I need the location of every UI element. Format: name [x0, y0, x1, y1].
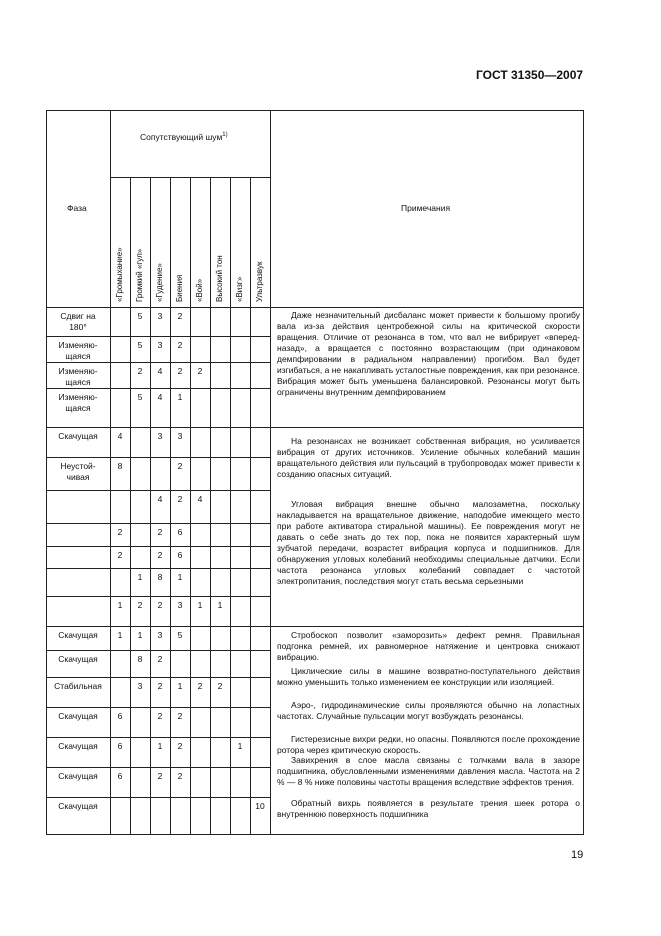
row-rule	[46, 568, 270, 569]
noise-type-header: Высокий тон	[215, 255, 224, 302]
noise-value: 2	[177, 771, 183, 781]
noise-value: 3	[137, 681, 143, 691]
noise-value: 1	[157, 741, 163, 751]
row-rule	[46, 427, 270, 428]
noise-value: 1	[217, 600, 223, 610]
noise-type-header: «Громыхание»	[115, 247, 124, 302]
noise-value: 2	[177, 494, 183, 504]
noise-value: 10	[255, 801, 265, 811]
row-rule	[46, 596, 270, 597]
noise-value: 2	[177, 340, 183, 350]
noise-value: 2	[177, 366, 183, 376]
row-rule	[46, 457, 270, 458]
noise-value: 6	[177, 527, 183, 537]
row-rule	[46, 523, 270, 524]
noise-value: 1	[117, 630, 123, 640]
noise-value: 8	[157, 572, 163, 582]
noise-value: 1	[117, 600, 123, 610]
noise-value: 5	[137, 311, 143, 321]
row-rule	[46, 336, 270, 337]
noise-value: 2	[157, 681, 163, 691]
noise-value: 8	[137, 654, 143, 664]
noise-value: 2	[157, 527, 163, 537]
noise-value: 2	[177, 461, 183, 471]
row-rule	[46, 490, 270, 491]
notes-group-rule	[270, 626, 584, 627]
noise-value: 2	[157, 711, 163, 721]
noise-type-header: Громкий «гул»	[135, 248, 144, 302]
row-phase: Неустой- чивая	[60, 461, 96, 482]
row-rule	[46, 737, 270, 738]
note-paragraph: Обратный вихрь появляется в результате трения шеек ротора о внутреннюю поверхность подшипника	[277, 798, 580, 819]
noise-value: 1	[177, 681, 183, 691]
note-paragraph: Гистерезисные вихри редки, но опасны. Появляются после прохождение ротора через критическую скорость.	[277, 734, 580, 755]
row-rule	[46, 546, 270, 547]
note-paragraph: Угловая вибрация внешне обычно малозаметна, поскольку накладывается на вращательное движение, наподобие имеющего место при работе активатора стиральной машины). Ее повреждения могут не давать о себе знать до тех пор, пока не появится характерный шум зубчатой передачи, возрастет вибрация корпуса и подшипников. Для обнаружения угловых колебаний необходимы специальные датчики. Если частота резонанса угловых колебаний совпадает с частотой электропитания, последствия могут стать весьма серьезными	[277, 499, 580, 586]
noise-value: 1	[237, 741, 243, 751]
noise-value: 2	[217, 681, 223, 691]
row-rule	[46, 707, 270, 708]
standard-number: ГОСТ 31350—2007	[476, 68, 584, 82]
noise-value: 6	[177, 550, 183, 560]
row-phase: Изменяю- щаяся	[58, 392, 98, 413]
row-phase: Скачущая	[58, 431, 98, 441]
noise-value: 4	[157, 366, 163, 376]
note-paragraph: Завихрения в слое масла связаны с толчками вала в зазоре подшипника, обусловленными изменениями давления масла. Частота на 2 % — 8 % ниже половины частоты вращения вследствие эффектов трения.	[277, 755, 580, 787]
row-phase: Скачущая	[58, 654, 98, 664]
noise-type-header: «Визг»	[235, 276, 244, 302]
row-rule	[46, 362, 270, 363]
noise-value: 4	[197, 494, 203, 504]
noise-value: 5	[137, 392, 143, 402]
noise-value: 1	[177, 392, 183, 402]
row-rule	[46, 388, 270, 389]
header-bottom-rule	[46, 307, 584, 308]
header-notes: Примечания	[401, 203, 451, 213]
note-paragraph: Аэро-, гидродинамические силы проявляются обычно на лопастных частотах. Случайные пульсации могут возбуждать резонансы.	[277, 700, 580, 721]
page-number: 19	[571, 849, 584, 861]
noise-value: 2	[197, 366, 203, 376]
noise-value: 5	[137, 340, 143, 350]
row-phase: Изменяю- щаяся	[58, 340, 98, 361]
noise-value: 2	[157, 600, 163, 610]
noise-type-header: «Вой»	[195, 278, 204, 302]
row-rule	[46, 797, 270, 798]
notes-group-rule	[270, 427, 584, 428]
noise-value: 2	[157, 771, 163, 781]
noise-value: 8	[117, 461, 123, 471]
row-phase: Скачущая	[58, 801, 98, 811]
noise-value: 2	[117, 527, 123, 537]
note-paragraph: На резонансах не возникает собственная вибрация, но усиливается вибрация от других источников. Усиление обычных колебаний машин вращательного действия или пульсаций в трубопроводах может привести к созданию опасных ситуаций.	[277, 436, 580, 479]
header-phase: Фаза	[67, 203, 87, 213]
noise-value: 2	[157, 550, 163, 560]
col-rule-notes	[270, 110, 271, 835]
noise-group-label: Сопутствующий шум	[140, 131, 223, 142]
note-paragraph: Циклические силы в машине возвратно-поступательного действия можно уменьшить только изменением ее конструкции или изоляцией.	[277, 666, 580, 687]
noise-value: 3	[177, 431, 183, 441]
noise-value: 2	[177, 311, 183, 321]
noise-value: 2	[197, 681, 203, 691]
row-rule	[46, 626, 270, 627]
row-phase: Сдвиг на 180°	[60, 311, 96, 332]
noise-value: 1	[177, 572, 183, 582]
noise-value: 3	[177, 600, 183, 610]
noise-value: 3	[157, 311, 163, 321]
noise-type-header: Биения	[175, 274, 184, 302]
row-rule	[46, 650, 270, 651]
col-rule-phase	[110, 110, 111, 835]
noise-value: 2	[177, 741, 183, 751]
noise-value: 4	[157, 494, 163, 504]
noise-value: 3	[157, 431, 163, 441]
header-noise-group	[140, 130, 228, 143]
noise-value: 3	[157, 340, 163, 350]
row-phase: Скачущая	[58, 741, 98, 751]
noise-group-footnote: 1)	[222, 132, 228, 138]
noise-value: 2	[137, 600, 143, 610]
noise-value: 6	[117, 711, 123, 721]
noise-value: 5	[177, 630, 183, 640]
noise-value: 6	[117, 741, 123, 751]
noise-value: 1	[137, 572, 143, 582]
noise-value: 1	[137, 630, 143, 640]
noise-value: 2	[157, 654, 163, 664]
note-paragraph: Даже незначительный дисбаланс может привести к большому прогибу вала из-за действия центробежной силы на критической скорости вращения. Отличие от резонанса в том, что вал не вибрирует «вперед-назад», а вращается с постоянно возрастающим (при одинаковом демпфировании в радиальном направлении) прогибом. Вал будет изгибаться, а не накапливать усталостные повреждения, как при резонансе. Вибрация может быть уменьшена балансировкой. Резонансы могут быть ограничены внутренним демпфированием	[277, 310, 580, 397]
noise-value: 4	[117, 431, 123, 441]
noise-value: 1	[197, 600, 203, 610]
noise-value: 6	[117, 771, 123, 781]
row-phase: Скачущая	[58, 630, 98, 640]
noise-type-header: Ультразвук	[255, 261, 264, 302]
noise-value: 2	[117, 550, 123, 560]
noise-value: 2	[177, 711, 183, 721]
row-rule	[46, 677, 270, 678]
row-phase: Скачущая	[58, 771, 98, 781]
noise-value: 4	[157, 392, 163, 402]
note-paragraph: Стробоскоп позволит «заморозить» дефект ремня. Правильная подгонка ремней, их равномерное натяжение и центровка снижают вибрацию.	[277, 630, 580, 662]
row-rule	[46, 767, 270, 768]
row-phase: Скачущая	[58, 711, 98, 721]
noise-value: 3	[157, 630, 163, 640]
row-phase: Изменяю- щаяся	[58, 366, 98, 387]
noise-value: 2	[137, 366, 143, 376]
noise-type-header: «Гудение»	[155, 263, 164, 302]
row-phase: Стабильная	[54, 681, 102, 691]
